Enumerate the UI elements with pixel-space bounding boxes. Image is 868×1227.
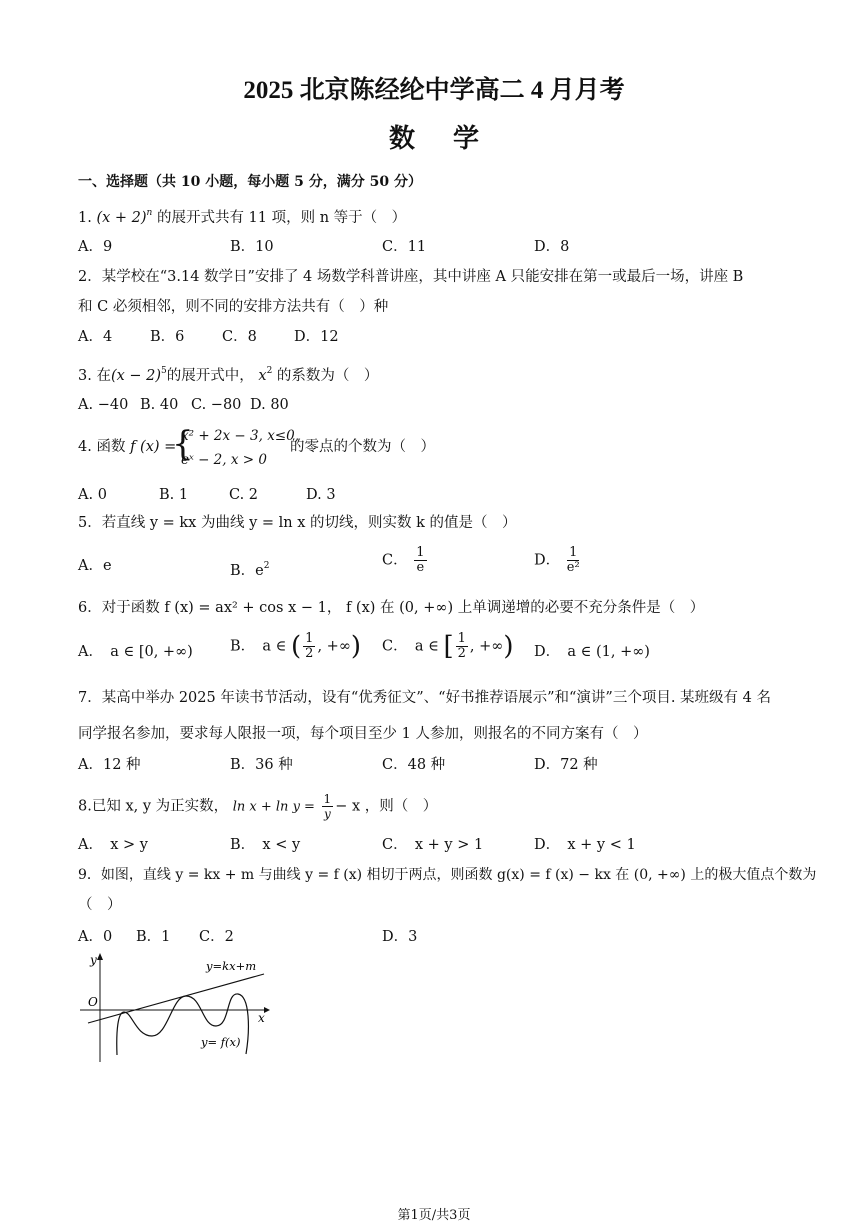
q1-exponent: n xyxy=(146,208,153,218)
q5-option-b xyxy=(230,556,269,581)
x-axis-label: x xyxy=(258,1011,265,1025)
q8-equation: ln x + ln y = xyxy=(232,799,315,815)
q9-option-a: A．0 xyxy=(78,929,113,945)
q5-option-c-label: C． xyxy=(382,552,408,569)
question-9-line-2: （ ） xyxy=(78,897,122,913)
q2-option-a: A．4 xyxy=(78,329,113,345)
q6-b-numerator: 1 xyxy=(305,631,314,646)
q3-mid: 的展开式中， xyxy=(166,368,254,384)
q8-option-b: B． x < y xyxy=(230,837,301,853)
x-axis xyxy=(80,1007,270,1013)
q5-option-c-fraction xyxy=(414,546,426,575)
q5-d-denominator: e² xyxy=(566,560,580,575)
q3-option-c: C. −80 xyxy=(191,397,242,413)
q5-c-denominator: e xyxy=(416,560,425,575)
q4-option-b: B. 1 xyxy=(159,487,189,503)
q5-option-b-label: B． xyxy=(230,563,256,579)
q6-c-tail: , +∞ xyxy=(469,638,504,655)
question-7-line-1: 7．某高中举办 2025 年读书节活动，设有“优秀征文”、“好书推荐语展示”和“演讲”三个项目. 某班级有 4 名 xyxy=(78,690,771,706)
q6-option-c xyxy=(382,632,514,661)
q8-option-a: A． x > y xyxy=(78,837,148,853)
q9-option-b: B．1 xyxy=(136,929,171,945)
q4-function: f (x) = xyxy=(130,439,177,455)
q6-b-close-paren: ) xyxy=(350,631,362,662)
y-axis xyxy=(97,953,103,1062)
q6-c-close-paren: ) xyxy=(503,631,514,662)
q6-c-numerator: 1 xyxy=(457,631,466,646)
q4-option-a: A. 0 xyxy=(78,487,107,503)
q8-tail: − x ，则（ ） xyxy=(335,798,438,815)
q1-text: 的展开式共有 11 项，则 n 等于（ ） xyxy=(156,210,407,226)
q5-option-d-label: D． xyxy=(534,552,561,569)
q6-b-fraction xyxy=(303,632,315,661)
q9-figure xyxy=(78,950,278,1065)
q6-c-open-bracket: [ xyxy=(443,631,454,662)
q2-option-d: D．12 xyxy=(294,329,339,345)
q5-d-numerator: 1 xyxy=(569,545,578,560)
q4-text: 的零点的个数为（ ） xyxy=(290,439,435,455)
q6-b-open-paren: ( xyxy=(291,631,302,662)
q5-option-d-fraction xyxy=(567,546,580,575)
q5-option-d xyxy=(534,546,582,575)
q5-c-numerator: 1 xyxy=(416,545,425,560)
question-3 xyxy=(78,361,378,386)
origin-label: O xyxy=(88,995,98,1009)
q4-brace: { xyxy=(172,424,194,464)
question-8 xyxy=(78,792,437,821)
line-label: y=kx+m xyxy=(206,959,257,973)
q1-option-d: D．8 xyxy=(534,239,570,255)
question-6: 6．对于函数 f (x) = ax² + cos x − 1， f (x) 在 (0, +∞) 上单调递增的必要不充分条件是（ ） xyxy=(78,600,705,616)
q1-option-c: C．11 xyxy=(382,239,427,255)
q8-numerator: 1 xyxy=(323,792,332,806)
q1-option-b: B．10 xyxy=(230,239,274,255)
q1-option-a: A．9 xyxy=(78,239,113,255)
section-heading: 一、选择题（共 10 小题，每小题 5 分，满分 50 分） xyxy=(78,174,422,190)
page-title: 2025 北京陈经纶中学高二 4 月月考 xyxy=(243,77,625,104)
q8-option-d: D． x + y < 1 xyxy=(534,837,636,853)
q6-option-c-label: C． a ∈ xyxy=(382,638,439,655)
question-1 xyxy=(78,203,406,228)
curve-label: y= f(x) xyxy=(201,1035,241,1049)
q3-option-d: D. 80 xyxy=(250,397,289,413)
q4-prefix-group xyxy=(78,437,176,457)
q6-c-fraction xyxy=(456,632,468,661)
q5-option-b-exp: 2 xyxy=(263,561,270,571)
q3-expression: (x − 2) xyxy=(110,368,162,384)
q3-prefix: 3. 在 xyxy=(78,368,111,384)
question-9-line-1: 9．如图，直线 y = kx + m 与曲线 y = f (x) 相切于两点，则函数 g(x) = f (x) − kx 在 (0, +∞) 上的极大值点个数为 xyxy=(78,867,817,883)
y-axis-label: y xyxy=(90,953,97,967)
page-footer: 第1页/共3页 xyxy=(397,1208,471,1223)
q2-option-b: B．6 xyxy=(150,329,185,345)
q3-term: x xyxy=(258,368,267,384)
q3-option-a: A. −40 xyxy=(78,397,129,413)
q7-option-c: C．48 种 xyxy=(382,757,446,773)
q8-prefix: 8.已知 x, y 为正实数， xyxy=(78,798,229,815)
q1-number: 1. xyxy=(78,210,92,226)
q8-denominator: y xyxy=(323,807,331,821)
q6-b-denominator: 2 xyxy=(305,646,314,661)
q5-option-c xyxy=(382,546,429,575)
q3-term-exponent: 2 xyxy=(266,366,273,376)
q9-option-d: D．3 xyxy=(382,929,418,945)
q2-option-c: C．8 xyxy=(222,329,257,345)
q6-option-d: D． a ∈ (1, +∞) xyxy=(534,644,650,660)
question-7-line-2: 同学报名参加，要求每人限报一项，每个项目至少 1 人参加，则报名的不同方案有（ ） xyxy=(78,726,648,742)
q8-option-c: C． x + y > 1 xyxy=(382,837,484,853)
q4-option-d: D. 3 xyxy=(306,487,336,503)
q7-option-a: A．12 种 xyxy=(78,757,141,773)
q6-option-b xyxy=(230,632,361,661)
q3-exponent: 5 xyxy=(161,366,167,376)
q4-case-2: eˣ − 2, x > 0 xyxy=(181,452,267,468)
q8-fraction xyxy=(322,792,334,821)
q7-option-d: D．72 种 xyxy=(534,757,598,773)
subject-heading: 数学 xyxy=(388,124,517,154)
q4-prefix: 4. 函数 xyxy=(78,439,126,455)
q5-option-a: A．e xyxy=(78,558,112,574)
q4-option-c: C. 2 xyxy=(229,487,259,503)
question-2-line-1: 2．某学校在“3.14 数学日”安排了 4 场数学科普讲座，其中讲座 A 只能安排在第一或最后一场，讲座 B xyxy=(78,269,744,285)
q4-case-1: x² + 2x − 3, x≤0, xyxy=(181,428,299,444)
q3-option-b: B. 40 xyxy=(140,397,179,413)
q3-text: 的系数为（ ） xyxy=(276,368,379,384)
q1-expression: (x + 2) xyxy=(96,210,147,226)
q9-option-c: C．2 xyxy=(199,929,234,945)
tangent-line xyxy=(88,974,264,1023)
q7-option-b: B．36 种 xyxy=(230,757,293,773)
q6-option-a: A． a ∈ [0, +∞) xyxy=(78,644,193,660)
q6-b-tail: , +∞ xyxy=(317,638,351,655)
q6-option-b-label: B． a ∈ xyxy=(230,638,287,655)
q6-c-denominator: 2 xyxy=(457,646,466,661)
question-2-line-2: 和 C 必须相邻，则不同的安排方法共有（ ）种 xyxy=(78,299,389,315)
question-5: 5．若直线 y = kx 为曲线 y = ln x 的切线，则实数 k 的值是（ ） xyxy=(78,515,517,531)
q5-option-b-base: e xyxy=(255,563,264,579)
